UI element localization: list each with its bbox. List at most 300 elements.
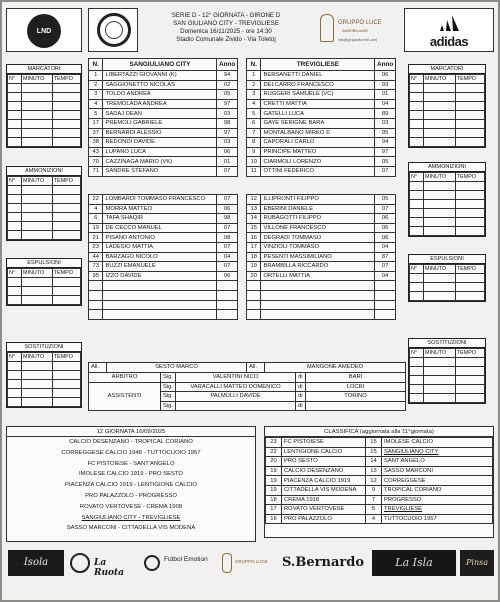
ammonizioni-panel-right	[408, 162, 486, 237]
standings-points: 15	[366, 438, 382, 448]
standings-team: PRO PALAZZOLO	[282, 514, 366, 524]
col-minuto: MINUTO	[424, 75, 456, 84]
player-name: RUGGERI SAMUELE (VC)	[261, 90, 375, 100]
standings-team: PRO SESTO	[282, 457, 366, 467]
player-number: 6	[89, 214, 103, 224]
player-year: 07	[217, 262, 238, 272]
sostituzioni-title: SOSTITUZIONI	[409, 339, 485, 348]
player-number: 4	[89, 204, 103, 214]
away-col-anno: Anno	[375, 59, 396, 71]
sponsor-luce-logo	[220, 550, 270, 576]
col-tempo: TEMPO	[455, 173, 484, 182]
col-num: N°	[8, 269, 22, 278]
luce-info: info@gruppolucesrl.com	[338, 38, 377, 42]
standings-points: 18	[266, 495, 282, 505]
player-name: TOLDO ANDREA	[103, 90, 217, 100]
assistant-1-name: VARACALLI MATTEO DOMENICO	[176, 382, 296, 392]
player-row	[89, 252, 238, 262]
luce-small-text: GRUPPO LUCE	[235, 559, 268, 564]
player-year: 03	[217, 138, 238, 148]
player-row	[247, 300, 396, 310]
sponsor-isola-logo: Isola	[8, 550, 64, 576]
player-name: BARZAGO NICOLO	[103, 252, 217, 262]
col-num: N°	[410, 173, 424, 182]
player-number: 17	[89, 118, 103, 128]
away-subs	[246, 194, 396, 320]
home-team-name: SANGIULIANO CITY	[103, 59, 217, 71]
match-item: ROVATO VERTOVESE - CREMA 1908	[79, 503, 183, 510]
player-row	[247, 90, 396, 100]
player-number: 1	[89, 71, 103, 81]
marcatori-title: MARCATORI	[7, 65, 81, 74]
standings-points: 22	[266, 447, 282, 457]
player-year: 97	[375, 147, 396, 157]
player-number: 19	[247, 262, 261, 272]
col-minuto: MINUTO	[22, 75, 53, 84]
player-number: 9	[247, 147, 261, 157]
player-number	[247, 300, 261, 310]
player-row	[89, 118, 238, 128]
title-line-3: Domenica 16/11/2025 - ore 14:30	[180, 28, 272, 35]
player-row	[247, 271, 396, 281]
player-year	[217, 290, 238, 300]
player-number: 21	[89, 233, 103, 243]
player-name	[261, 290, 375, 300]
player-row	[247, 214, 396, 224]
title-line-1: SERIE D - 12° GIORNATA - GIRONE D	[171, 12, 281, 19]
player-year: 93	[375, 80, 396, 90]
match-sheet	[2, 2, 498, 600]
standings-team: FC PISTOIESE	[282, 438, 366, 448]
player-number: 5	[247, 109, 261, 119]
player-year: 98	[217, 118, 238, 128]
player-name: PREMOLI GABRIELE	[103, 118, 217, 128]
player-year: 05	[375, 157, 396, 167]
player-number	[247, 290, 261, 300]
sponsor-futbol-logo	[142, 550, 216, 576]
ammonizioni-title: AMMONIZIONI	[409, 163, 485, 172]
player-row	[89, 271, 238, 281]
player-number: 37	[89, 128, 103, 138]
player-year: 87	[375, 252, 396, 262]
player-name: LOMBARDI TOMMASO FRANCESCO	[103, 195, 217, 205]
player-row	[89, 262, 238, 272]
player-name	[103, 300, 217, 310]
marcatori-table-right	[409, 74, 485, 147]
player-name: SADAJ DEAN	[103, 109, 217, 119]
player-row	[247, 147, 396, 157]
away-coach: MANGONE AMEDEO	[265, 363, 406, 373]
player-number: 20	[247, 271, 261, 281]
player-number: 7	[247, 128, 261, 138]
player-name: IZZO DAVIDE	[103, 271, 217, 281]
classifica-table	[265, 437, 493, 524]
col-num: N°	[8, 353, 22, 362]
col-tempo: TEMPO	[52, 269, 80, 278]
standings-row	[266, 485, 493, 495]
home-col-n: N.	[89, 59, 103, 71]
match-item: IMOLESE CALCIO 1919 - PRO SESTO	[79, 471, 183, 478]
standings-points: 13	[366, 466, 382, 476]
player-number: 23	[89, 242, 103, 252]
match-item: CORREGGESE CALCIO 1948 - TUTTOCUOIO 1957	[61, 449, 201, 456]
standings-row	[266, 476, 493, 486]
col-minuto: MINUTO	[22, 177, 53, 186]
player-year: 03	[375, 118, 396, 128]
player-row	[89, 138, 238, 148]
sig-label: Sig.	[161, 401, 176, 411]
standings-points: 15	[366, 447, 382, 457]
player-row	[89, 99, 238, 109]
home-roster	[88, 58, 238, 177]
standings-team: TUTTOCUOIO 1957	[382, 514, 493, 524]
assistant-2-city: TORINO	[306, 392, 406, 402]
player-row	[89, 90, 238, 100]
player-year: 02	[217, 80, 238, 90]
player-name: CRETTI MATTIA	[261, 99, 375, 109]
standings-points: 19	[266, 466, 282, 476]
player-number: 43	[89, 147, 103, 157]
sponsor-laisla-logo: La Isla	[372, 550, 456, 576]
player-name	[261, 300, 375, 310]
player-year: 07	[375, 262, 396, 272]
sig-label: Sig.	[161, 392, 176, 402]
player-number: 4	[247, 99, 261, 109]
player-year: 04	[375, 242, 396, 252]
standings-team: TREVIGLIESE	[382, 505, 493, 515]
player-number: 73	[89, 262, 103, 272]
officials-table	[88, 362, 406, 373]
player-number: 6	[247, 118, 261, 128]
espulsioni-panel-left	[6, 258, 82, 306]
col-num: N°	[410, 75, 424, 84]
standings-points: 20	[266, 457, 282, 467]
player-name	[261, 281, 375, 291]
player-number: 17	[247, 242, 261, 252]
official-4-city	[306, 401, 406, 411]
player-number: 3	[89, 90, 103, 100]
player-row	[247, 262, 396, 272]
marcatori-panel-right	[408, 64, 486, 148]
player-row	[89, 195, 238, 205]
player-name: ILLIPRONTI FILIPPO	[261, 195, 375, 205]
player-name: RUBAGOTTI FILIPPO	[261, 214, 375, 224]
ball-icon	[144, 555, 160, 571]
home-coach: SESTO MARCO	[107, 363, 247, 373]
player-name: BERNARDI ALESSIO	[103, 128, 217, 138]
player-number: 38	[89, 138, 103, 148]
luce-icon	[320, 14, 334, 42]
player-name: LADESIO MATTIA	[103, 242, 217, 252]
marcatori-table-left	[7, 74, 81, 147]
standings-points: 14	[366, 457, 382, 467]
col-num: N°	[410, 349, 424, 358]
player-row	[89, 310, 238, 320]
player-year: 98	[217, 214, 238, 224]
player-year: 06	[375, 223, 396, 233]
player-row	[89, 80, 238, 90]
player-year	[217, 281, 238, 291]
assistant-2-name: PALMULLI DAVIDE	[176, 392, 296, 402]
player-name: GAYE SERIGNE BARA	[261, 118, 375, 128]
match-item-highlight: SANGIULIANO CITY - TREVIGLIESE	[81, 514, 181, 521]
player-year: 94	[375, 138, 396, 148]
match-item: SASSO MARCONI - CITTADELLA VIS MODENA	[66, 525, 196, 532]
sostituzioni-table-left	[7, 352, 81, 407]
player-number	[89, 300, 103, 310]
match-item: PIACENZA CALCIO 1919 - LENTIGIONE CALCIO	[65, 482, 197, 489]
player-year: 07	[375, 166, 396, 176]
player-number: 11	[247, 166, 261, 176]
di-label: di	[296, 401, 306, 411]
player-name: CIARMOLI LORENZO	[261, 157, 375, 167]
standings-team: CALCIO DESENZANO	[282, 466, 366, 476]
standings-team: LENTIGIONE CALCIO	[282, 447, 366, 457]
standings-row	[266, 438, 493, 448]
player-year: 05	[217, 90, 238, 100]
player-name: TREMOLADA ANDREA	[103, 99, 217, 109]
standings-points: 9	[366, 485, 382, 495]
player-number: 95	[89, 271, 103, 281]
player-name	[103, 281, 217, 291]
player-number: 19	[89, 223, 103, 233]
player-number	[247, 281, 261, 291]
player-name: CAZZINAGA MARIO (VK)	[103, 157, 217, 167]
standings-row	[266, 447, 493, 457]
laruota-text: La Ruota	[94, 558, 125, 578]
player-number: 2	[247, 80, 261, 90]
standings-points: 23	[266, 438, 282, 448]
player-year: 07	[375, 204, 396, 214]
player-year: 06	[217, 271, 238, 281]
standings-team: PIACENZA CALCIO 1919	[282, 476, 366, 486]
lnd-logo	[6, 8, 82, 52]
player-year: 07	[217, 166, 238, 176]
futbol-text: Fútbol Emotion	[164, 556, 208, 563]
col-num: N°	[8, 177, 22, 186]
away-roster	[246, 58, 396, 177]
assistenti-label: ASSISTENTI	[89, 382, 161, 411]
player-name: BUZZI EMANUELE	[103, 262, 217, 272]
standings-points: 17	[266, 505, 282, 515]
player-year: 03	[217, 109, 238, 119]
player-row	[247, 204, 396, 214]
standings-points: 19	[266, 485, 282, 495]
sponsor-pinsa-logo: Pinsa	[460, 550, 494, 576]
standings-team: IMOLESE CALCIO	[382, 438, 493, 448]
player-number	[89, 310, 103, 320]
di-label: di	[296, 382, 306, 392]
player-year: 97	[217, 99, 238, 109]
player-number	[89, 281, 103, 291]
standings-team: PROGRESSO	[382, 495, 493, 505]
player-number: 2	[89, 80, 103, 90]
col-minuto: MINUTO	[22, 269, 53, 278]
di-label: di	[296, 392, 306, 402]
title-line-4: Stadio Comunale Zivido - Via Toletoj	[176, 36, 276, 43]
player-name	[103, 290, 217, 300]
player-row	[89, 147, 238, 157]
standings-team: TROPICAL CORIANO	[382, 485, 493, 495]
player-name: CAPORALI CARLO	[261, 138, 375, 148]
player-row	[89, 166, 238, 176]
standings-team: CORREGGESE	[382, 476, 493, 486]
player-number: 4	[89, 99, 103, 109]
standings-team: SASSO MARCONI	[382, 466, 493, 476]
player-row	[89, 233, 238, 243]
adidas-wordmark: adidas	[429, 34, 469, 49]
player-name: DELCARRO FRANCESCO	[261, 80, 375, 90]
player-year	[375, 310, 396, 320]
player-row	[89, 71, 238, 81]
player-name: BRAMBILLA RICCARDO	[261, 262, 375, 272]
col-minuto: MINUTO	[424, 265, 456, 274]
match-title	[142, 12, 310, 44]
player-number: 15	[247, 223, 261, 233]
col-tempo: TEMPO	[52, 353, 80, 362]
player-row	[247, 166, 396, 176]
match-item: CALCIO DESENZANO - TROPICAL CORIANO	[69, 439, 193, 445]
espulsioni-title: ESPULSIONI	[7, 259, 81, 268]
espulsioni-title: ESPULSIONI	[409, 255, 485, 264]
player-name: MONTALBANO MIRKO ©	[261, 128, 375, 138]
player-name: OTTINI FEDERICO	[261, 166, 375, 176]
standings-row	[266, 457, 493, 467]
player-year: 95	[375, 128, 396, 138]
player-row	[247, 242, 396, 252]
player-name: SANDRE STEFANO	[103, 166, 217, 176]
player-name: TAFA SHAQIR	[103, 214, 217, 224]
sostituzioni-panel-left	[6, 342, 82, 408]
player-number: 44	[89, 252, 103, 262]
col-tempo: TEMPO	[455, 75, 484, 84]
player-year: 06	[375, 71, 396, 81]
player-year: 07	[217, 223, 238, 233]
player-name: SAGGIONETTO NICOLAS	[103, 80, 217, 90]
player-name: REDONDI DAVIDE	[103, 138, 217, 148]
luce-name: GRUPPO LUCE	[338, 20, 382, 26]
player-row	[247, 290, 396, 300]
player-row	[247, 99, 396, 109]
player-name: DE CECCO MANUEL	[103, 223, 217, 233]
player-row	[89, 281, 238, 291]
player-number: 18	[247, 252, 261, 262]
sostituzioni-panel-right	[408, 338, 486, 404]
player-year: 07	[217, 195, 238, 205]
player-row	[247, 71, 396, 81]
player-number: 13	[247, 204, 261, 214]
player-number: 70	[89, 157, 103, 167]
luce-small-icon	[222, 553, 232, 573]
lnd-logo-text: LND	[36, 28, 52, 35]
player-year: 08	[217, 233, 238, 243]
player-row	[247, 233, 396, 243]
standings-points: 12	[366, 476, 382, 486]
club-crest	[88, 8, 138, 52]
player-name: MORRA MATTEO	[103, 204, 217, 214]
player-number: 3	[247, 90, 261, 100]
player-name: LIBERTAZZI GIOVANNI (K)	[103, 71, 217, 81]
player-name: ORTELLI MATTIA	[261, 271, 375, 281]
di-label: di	[296, 373, 306, 383]
player-number: 12	[247, 195, 261, 205]
standings-row	[266, 514, 493, 524]
sostituzioni-table-right	[409, 348, 485, 403]
sig-label: Sig.	[161, 382, 176, 392]
player-name: GATELLI LUCA	[261, 109, 375, 119]
standings-team: SANT'ANGELO	[382, 457, 493, 467]
player-row	[247, 223, 396, 233]
giornata-title: 12 GIORNATA 16/09/2025	[7, 427, 255, 437]
away-col-n: N.	[247, 59, 261, 71]
player-name: DEGRADI TOMMASO	[261, 233, 375, 243]
classifica-title: CLASSIFICA (aggiornata alla 11°giornata)	[265, 427, 493, 437]
player-year: 01	[217, 157, 238, 167]
home-col-anno: Anno	[217, 59, 238, 71]
arbitro-name: VALENTINI NICO	[176, 373, 296, 383]
ammonizioni-panel-left	[6, 166, 82, 241]
col-minuto: MINUTO	[424, 173, 456, 182]
player-row	[247, 252, 396, 262]
player-row	[247, 195, 396, 205]
player-row	[89, 109, 238, 119]
col-tempo: TEMPO	[455, 265, 484, 274]
adidas-logo	[404, 8, 494, 52]
sponsor-laruota-logo	[68, 550, 138, 576]
player-row	[247, 80, 396, 90]
sostituzioni-title: SOSTITUZIONI	[7, 343, 81, 352]
referees-table	[88, 372, 406, 411]
giornata-panel	[6, 426, 256, 542]
player-row	[89, 242, 238, 252]
arbitro-label: ARBITRO	[89, 373, 161, 383]
player-year: 06	[375, 233, 396, 243]
espulsioni-table-right	[409, 264, 485, 301]
standings-points: 5	[366, 505, 382, 515]
player-row	[247, 310, 396, 320]
classifica-panel	[264, 426, 494, 538]
player-year: 04	[217, 252, 238, 262]
player-row	[247, 157, 396, 167]
away-coach-label: All.	[247, 363, 265, 373]
player-name: PISANO ANTONIO	[103, 233, 217, 243]
away-team-name: TREVIGLIESE	[261, 59, 375, 71]
ammonizioni-table-right	[409, 172, 485, 236]
player-year: 06	[375, 214, 396, 224]
col-minuto: MINUTO	[22, 353, 53, 362]
home-coach-label: All.	[89, 363, 107, 373]
player-name: VILLONE FRANCESCO	[261, 223, 375, 233]
player-number: 22	[89, 195, 103, 205]
player-number: 14	[247, 214, 261, 224]
col-minuto: MINUTO	[424, 349, 456, 358]
player-row	[89, 223, 238, 233]
title-line-2: SAN GIULIANO CITY - TREVIGLIESE	[173, 20, 279, 27]
player-year: 04	[375, 271, 396, 281]
player-row	[247, 118, 396, 128]
player-year: 04	[375, 99, 396, 109]
player-name: LUPANO LUCA	[103, 147, 217, 157]
player-year	[375, 300, 396, 310]
player-number: 8	[247, 138, 261, 148]
player-year	[375, 290, 396, 300]
col-tempo: TEMPO	[52, 177, 80, 186]
player-name: EBERINI DANIELE	[261, 204, 375, 214]
col-tempo: TEMPO	[52, 75, 80, 84]
sig-label: Sig.	[161, 373, 176, 383]
player-year: 89	[375, 109, 396, 119]
player-number: 71	[89, 166, 103, 176]
